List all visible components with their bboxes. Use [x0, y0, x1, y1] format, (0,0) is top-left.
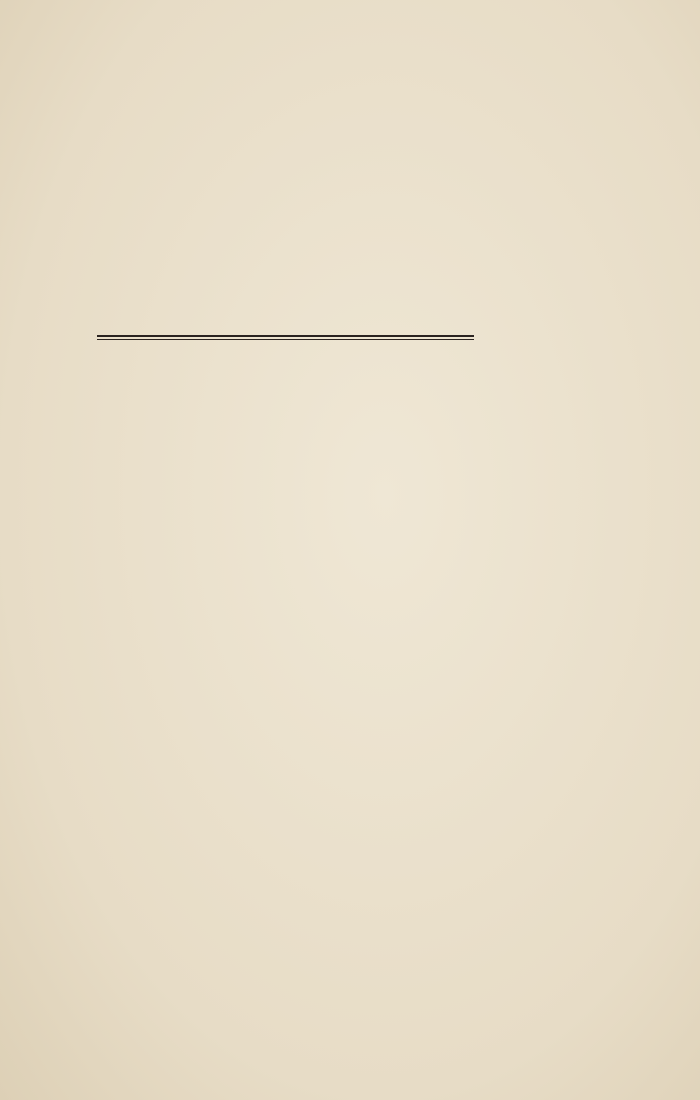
- section-divider-rule: [97, 335, 474, 340]
